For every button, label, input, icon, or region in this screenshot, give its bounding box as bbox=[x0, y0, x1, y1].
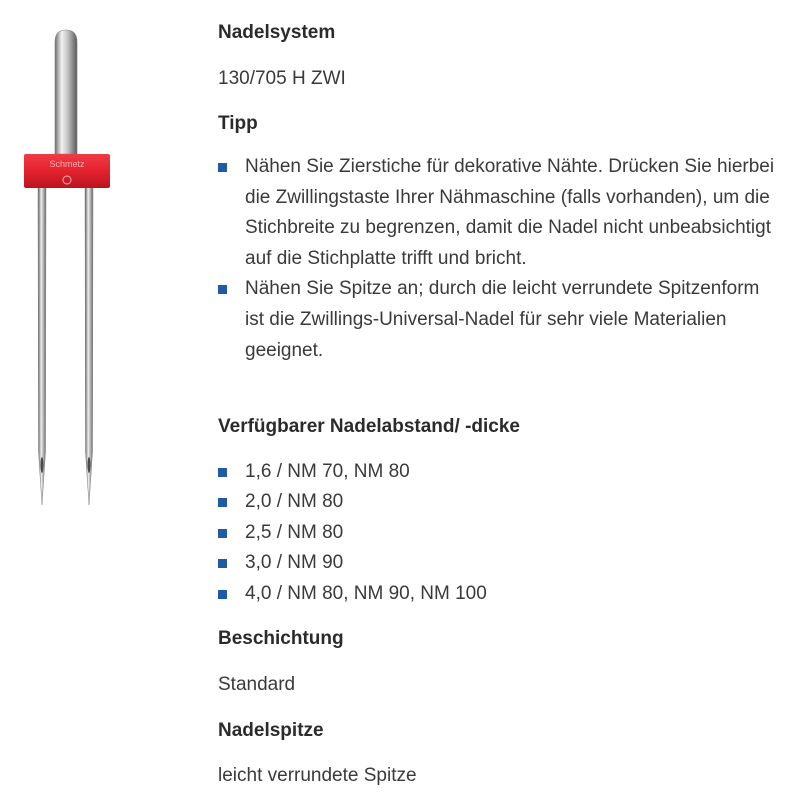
size-list-item bbox=[218, 518, 778, 548]
twin-needle-icon bbox=[0, 0, 140, 801]
bullet-icon bbox=[218, 498, 227, 507]
tip-list bbox=[218, 152, 778, 366]
needle-point-value: leicht verrundete Spitze bbox=[218, 765, 417, 786]
size-list-item bbox=[218, 487, 778, 517]
clamp-brand-label: Schmetz bbox=[49, 159, 85, 169]
bullet-icon bbox=[218, 285, 227, 294]
bullet-icon bbox=[218, 559, 227, 568]
tip-list-item bbox=[218, 274, 778, 366]
size-text: 2,0 / NM 80 bbox=[245, 491, 344, 513]
needle-point-heading: Nadelspitze bbox=[218, 720, 324, 741]
tip-text: Nähen Sie Spitze an; durch die leicht verrundete Spitzenform ist die Zwillings-Universal-Nadel für sehr viele Materialien geeignet. bbox=[245, 278, 760, 361]
tip-heading: Tipp bbox=[218, 113, 258, 134]
needle-system-value: 130/705 H ZWI bbox=[218, 68, 346, 89]
size-text: 3,0 / NM 90 bbox=[245, 552, 344, 574]
bullet-icon bbox=[218, 529, 227, 538]
twin-needle-image bbox=[0, 0, 140, 801]
tip-list-item bbox=[218, 152, 778, 274]
tip-text: Nähen Sie Zierstiche für dekorative Nähte. Drücken Sie hierbei die Zwillingstaste Ihrer Nähmaschine (falls vorhanden), um die Stichbreite zu begrenzen, damit die Nadel nicht unbeabsichtigt auf die Stichplatte trifft und bricht. bbox=[245, 156, 775, 269]
size-text: 2,5 / NM 80 bbox=[245, 521, 344, 543]
size-text: 1,6 / NM 70, NM 80 bbox=[245, 461, 410, 482]
bullet-icon bbox=[218, 590, 227, 599]
bullet-icon bbox=[218, 163, 227, 172]
needle-system-heading: Nadelsystem bbox=[218, 22, 336, 43]
coating-heading: Beschichtung bbox=[218, 628, 344, 649]
size-list-item bbox=[218, 548, 778, 578]
bullet-icon bbox=[218, 468, 227, 477]
size-list-item bbox=[218, 579, 778, 609]
coating-value: Standard bbox=[218, 674, 296, 695]
size-list-item bbox=[218, 457, 778, 487]
sizes-list bbox=[218, 457, 778, 609]
sizes-heading: Verfügbarer Nadelabstand/ -dicke bbox=[218, 416, 520, 437]
size-text: 4,0 / NM 80, NM 90, NM 100 bbox=[245, 582, 487, 604]
